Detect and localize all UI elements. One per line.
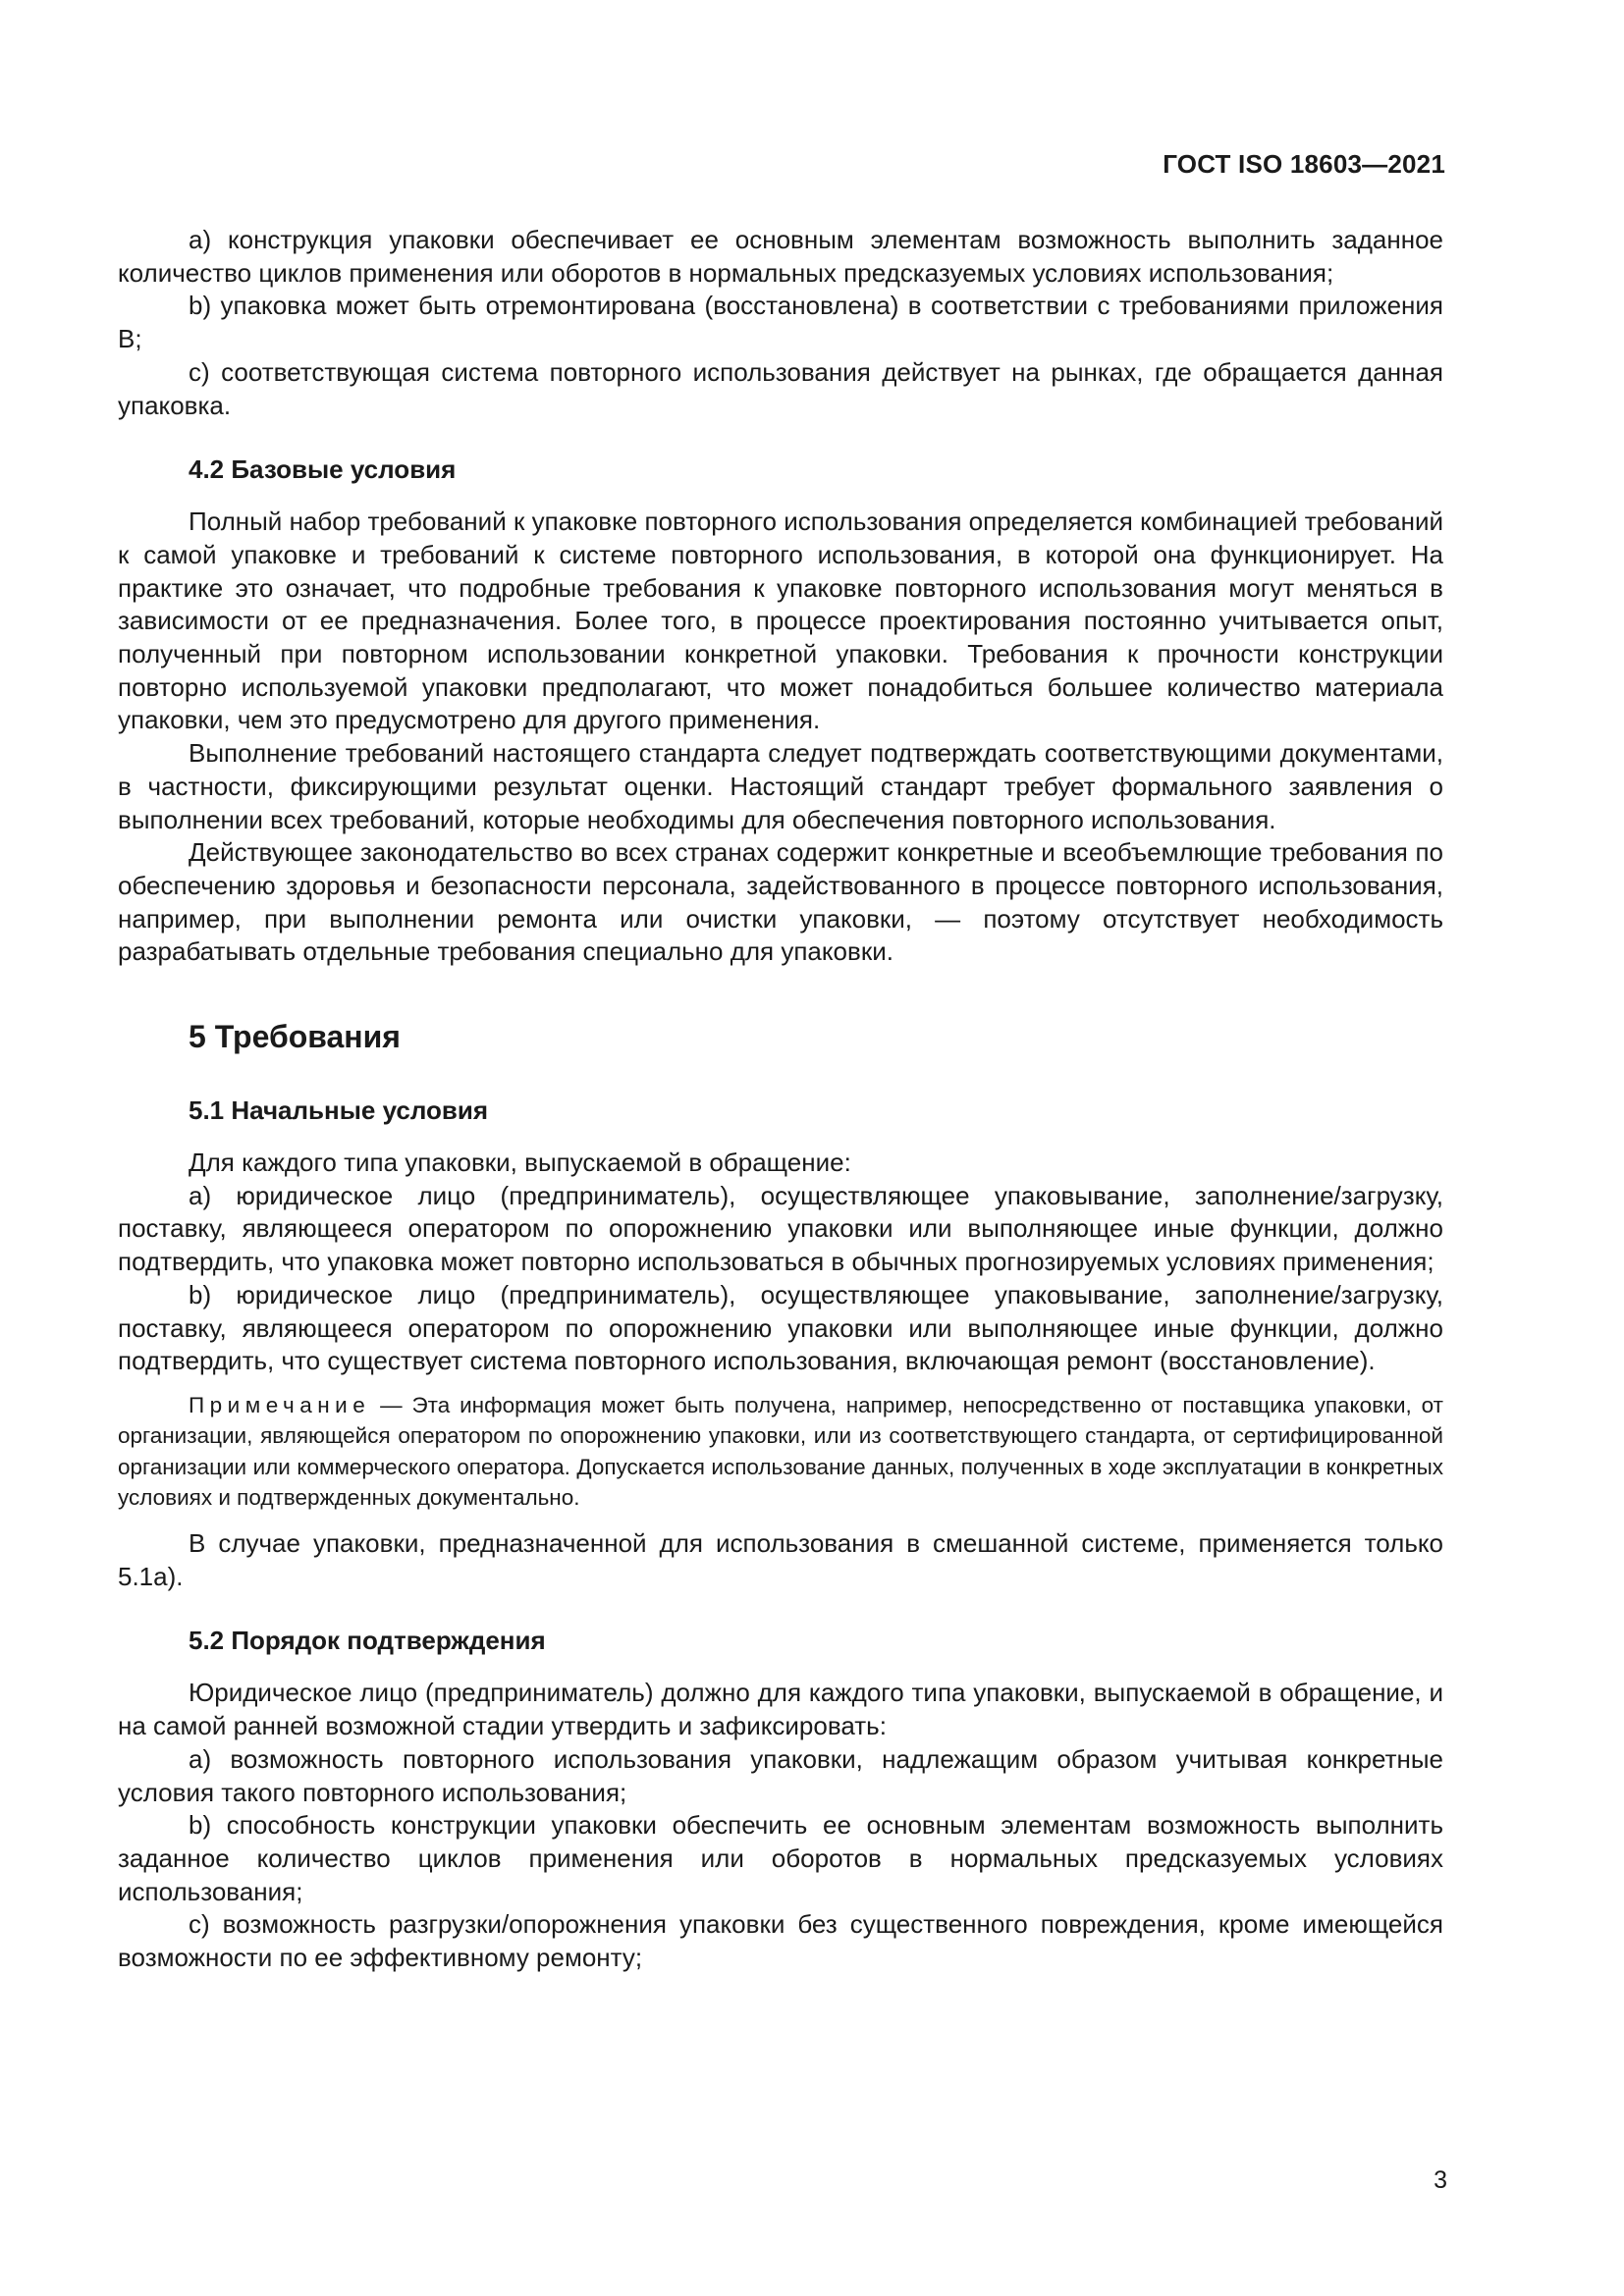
- page-body: [118, 224, 1443, 1975]
- paragraph: Полный набор требований к упаковке повторного использования определяется комбинацией требований к самой упаковке и требований к системе повторного использования, в которой она функционирует. На практике это означает, что подробные требования к упаковке повторного использования могут меняться в зависимости от ее предназначения. Более того, в процессе проектирования постоянно учитывается опыт, полученный при повторном использовании конкретной упаковки. Требования к прочности конструкции повторно используемой упаковки предполагают, что может понадобиться большее количество материала упаковки, чем это предусмотрено для другого применения.: [118, 507, 1443, 735]
- paragraph: Выполнение требований настоящего стандарта следует подтверждать соответствующими документами, в частности, фиксирующими результат оценки. Настоящий стандарт требует формального заявления о выполнении всех требований, которые необходимы для обеспечения повторного использования.: [118, 738, 1443, 834]
- section-heading-5-2: 5.2 Порядок подтверждения: [189, 1626, 546, 1656]
- document-code: ГОСТ ISO 18603—2021: [1163, 149, 1445, 179]
- paragraph: Для каждого типа упаковки, выпускаемой в обращение:: [189, 1148, 851, 1178]
- note: [118, 1390, 1443, 1514]
- section-heading-5: 5 Требования: [189, 1019, 401, 1055]
- list-item: a) конструкция упаковки обеспечивает ее основным элементам возможность выполнить заданное количество циклов применения или оборотов в нормальных предсказуемых условиях использования;: [118, 225, 1443, 288]
- section-heading-4-2: 4.2 Базовые условия: [189, 454, 457, 485]
- list-item: c) соответствующая система повторного использования действует на рынках, где обращается данная упаковка.: [118, 356, 1443, 420]
- paragraph: В случае упаковки, предназначенной для использования в смешанной системе, применяется только 5.1a).: [118, 1527, 1443, 1591]
- list-item: a) юридическое лицо (предприниматель), осуществляющее упаковывание, заполнение/загрузку, поставку, являющееся оператором по опорожнению упаковки или выполняющее иные функции, должно подтвердить, что упаковка может повторно использоваться в обычных прогнозируемых условиях применения;: [118, 1180, 1443, 1277]
- page-number: 3: [1434, 2166, 1447, 2194]
- list-item: a) возможность повторного использования упаковки, надлежащим образом учитывая конкретные условия такого повторного использования;: [118, 1743, 1443, 1807]
- list-item: b) способность конструкции упаковки обеспечить ее основным элементам возможность выполнить заданное количество циклов применения или оборотов в нормальных предсказуемых условиях использования;: [118, 1810, 1443, 1906]
- list-item: b) юридическое лицо (предприниматель), осуществляющее упаковывание, заполнение/загрузку, поставку, являющееся оператором по опорожнению упаковки или выполняющее иные функции, должно подтвердить, что существует система повторного использования, включающая ремонт (восстановление).: [118, 1279, 1443, 1376]
- list-item: b) упаковка может быть отремонтирована (восстановлена) в соответствии с требованиями приложения B;: [118, 291, 1443, 354]
- paragraph: Действующее законодательство во всех странах содержит конкретные и всеобъемлющие требования по обеспечению здоровья и безопасности персонала, задействованного в процессе повторного использования, например, при выполнении ремонта или очистки упаковки, — поэтому отсутствует необходимость разрабатывать отдельные требования специально для упаковки.: [118, 837, 1443, 967]
- note-label: Примечание: [189, 1392, 371, 1417]
- section-heading-5-1: 5.1 Начальные условия: [189, 1095, 489, 1126]
- intro-list: [118, 224, 1443, 422]
- paragraph: Юридическое лицо (предприниматель) должно для каждого типа упаковки, выпускаемой в обращение, и на самой ранней возможной стадии утвердить и зафиксировать:: [118, 1678, 1443, 1741]
- list-item: c) возможность разгрузки/опорожнения упаковки без существенного повреждения, кроме имеющейся возможности по ее эффективному ремонту;: [118, 1909, 1443, 1973]
- note-text: — Эта информация может быть получена, например, непосредственно от поставщика упаковки, от организации, являющейся оператором по опорожнению упаковки, или из соответствующего стандарта, от сертифицированной организации или коммерческого оператора. Допускается использование данных, полученных в ходе эксплуатации в конкретных условиях и подтвержденных документально.: [118, 1392, 1443, 1511]
